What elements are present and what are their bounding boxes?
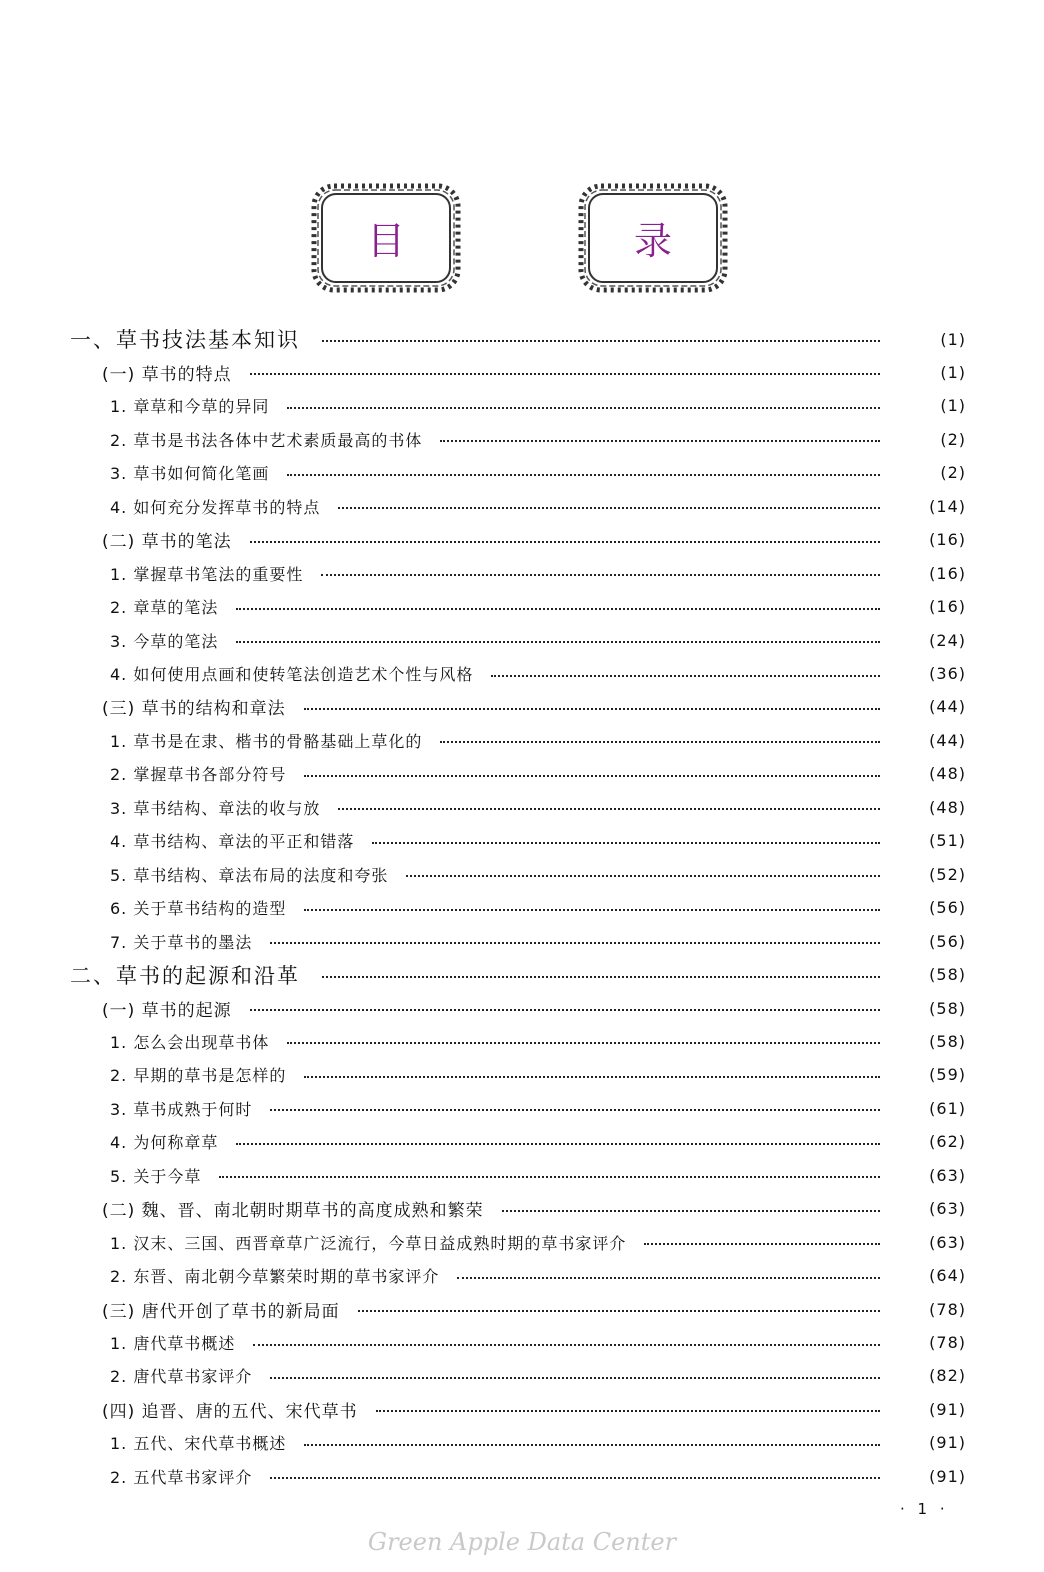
toc-page-number: (48) (929, 764, 966, 784)
toc-label: (四) 追晋、唐的五代、宋代草书 (102, 1401, 358, 1422)
toc-page-number: (61) (929, 1098, 966, 1118)
toc-page-number: (63) (929, 1232, 966, 1252)
toc-label: (一) 草书的起源 (102, 1000, 232, 1021)
toc-label: 7. 关于草书的墨法 (110, 932, 253, 952)
toc-entry[interactable] (0, 1058, 1044, 1092)
toc-entry[interactable] (0, 456, 1044, 490)
dot-leader (253, 1328, 880, 1346)
toc-label: 4. 草书结构、章法的平正和错落 (110, 832, 355, 852)
toc-label: 3. 草书如何简化笔画 (110, 464, 270, 484)
toc-page-number: (1) (940, 362, 966, 382)
toc-page-number: (52) (929, 864, 966, 884)
title-char-lu: 录 (633, 219, 672, 263)
dot-leader (287, 1026, 880, 1044)
toc-label: 4. 如何使用点画和使转笔法创造艺术个性与风格 (110, 665, 474, 684)
toc-page-number: (58) (929, 965, 966, 985)
toc-entry[interactable] (0, 1426, 1044, 1460)
toc-section[interactable] (0, 355, 1044, 389)
toc-entry[interactable] (0, 1024, 1044, 1058)
toc-page-number: (56) (929, 898, 966, 918)
toc-section[interactable] (0, 690, 1044, 724)
dot-leader (270, 926, 880, 944)
dot-leader (270, 1361, 880, 1379)
dot-leader (502, 1194, 880, 1212)
toc-page-number: (78) (929, 1299, 966, 1319)
toc-entry[interactable] (0, 790, 1044, 824)
toc-entry[interactable] (0, 1459, 1044, 1493)
toc-entry[interactable] (0, 1158, 1044, 1192)
toc-page-number: (16) (929, 597, 966, 617)
toc-label: 2. 唐代草书家评介 (110, 1367, 253, 1387)
toc-label: 1. 五代、宋代草书概述 (110, 1434, 287, 1454)
dot-leader (338, 792, 880, 810)
dot-leader (644, 1227, 880, 1245)
toc-label: 2. 掌握草书各部分符号 (110, 765, 287, 785)
toc-page-number: (2) (940, 463, 966, 483)
toc-page-number: (36) (929, 664, 966, 683)
toc-label: 2. 早期的草书是怎样的 (110, 1066, 287, 1086)
toc-label: 1. 汉末、三国、西晋章草广泛流行，今草日益成熟时期的草书家评介 (110, 1233, 627, 1253)
toc-section[interactable] (0, 1192, 1044, 1226)
toc-page-number: (51) (929, 831, 966, 851)
toc-page-number: (59) (929, 1065, 966, 1085)
toc-entry[interactable] (0, 1359, 1044, 1393)
toc-page-number: (16) (929, 530, 966, 550)
toc-label: 6. 关于草书结构的造型 (110, 899, 287, 919)
dot-leader (250, 993, 880, 1011)
toc-section[interactable] (0, 523, 1044, 557)
dot-leader (376, 1394, 880, 1412)
toc-label: 1. 章草和今草的异同 (110, 397, 270, 417)
dot-leader (358, 1294, 880, 1312)
toc-page-number: (1) (940, 396, 966, 416)
toc-page-number: (64) (929, 1266, 966, 1286)
toc-label: 2. 东晋、南北朝今草繁荣时期的草书家评介 (110, 1267, 440, 1287)
toc-chapter[interactable] (0, 322, 1044, 356)
dot-leader (250, 525, 880, 543)
toc-label: 3. 草书成熟于何时 (110, 1099, 253, 1119)
dot-leader (250, 357, 880, 375)
toc-entry[interactable] (0, 891, 1044, 925)
dot-leader (236, 625, 880, 643)
toc-page-number: (2) (940, 429, 966, 449)
toc-label: 5. 草书结构、章法布局的法度和夸张 (110, 865, 389, 885)
toc-page-number: (44) (929, 730, 966, 750)
toc-page-number: (16) (929, 563, 966, 583)
dot-leader (338, 491, 880, 509)
toc-label: 1. 唐代草书概述 (110, 1334, 236, 1353)
toc-label: 3. 草书结构、章法的收与放 (110, 798, 321, 818)
dot-leader (440, 424, 880, 442)
toc-page-number: (1) (940, 329, 966, 349)
toc-entry[interactable] (0, 1091, 1044, 1125)
dot-leader (270, 1093, 880, 1111)
toc-page-number: (91) (929, 1399, 966, 1419)
toc-section[interactable] (0, 1392, 1044, 1426)
dot-leader (236, 592, 880, 610)
dot-leader (236, 1127, 880, 1145)
dot-leader (321, 558, 880, 576)
toc-label: 2. 章草的笔法 (110, 598, 219, 618)
toc-entry[interactable] (0, 723, 1044, 757)
watermark: Green Apple Data Center (367, 1528, 677, 1556)
toc-entry[interactable] (0, 1125, 1044, 1159)
toc-entry[interactable] (0, 422, 1044, 456)
toc-label: (三) 草书的结构和章法 (102, 699, 286, 720)
toc-page-number: (58) (929, 1031, 966, 1051)
toc-page-number: (48) (929, 797, 966, 817)
dot-leader (304, 893, 880, 911)
toc-label: 1. 怎么会出现草书体 (110, 1032, 270, 1052)
dot-leader (270, 1461, 880, 1479)
toc-label: 2. 草书是书法各体中艺术素质最高的书体 (110, 430, 423, 450)
toc-page-number: (14) (929, 496, 966, 516)
toc-label: (二) 草书的笔法 (102, 532, 232, 553)
toc-page-number: (24) (929, 630, 966, 650)
toc-page-number: (56) (929, 931, 966, 951)
dot-leader (304, 692, 880, 710)
dot-leader (304, 1060, 880, 1078)
toc-entry[interactable] (0, 657, 1044, 691)
toc-entry[interactable] (0, 623, 1044, 657)
dot-leader (457, 1261, 880, 1279)
toc-entry[interactable] (0, 924, 1044, 958)
toc-page-number: (91) (929, 1433, 966, 1453)
toc-entry[interactable] (0, 389, 1044, 423)
dot-leader (322, 324, 880, 342)
toc-label: (三) 唐代开创了草书的新局面 (102, 1301, 340, 1322)
toc-label: 1. 掌握草书笔法的重要性 (110, 564, 304, 584)
toc-page-number: (82) (929, 1366, 966, 1386)
toc-page-number: (91) (929, 1466, 966, 1486)
toc-label: 1. 草书是在隶、楷书的骨骼基础上草化的 (110, 731, 423, 751)
toc-label: 4. 如何充分发挥草书的特点 (110, 497, 321, 517)
toc-page-number: (58) (929, 998, 966, 1018)
toc-label: 3. 今草的笔法 (110, 631, 219, 651)
toc-entry[interactable] (0, 1259, 1044, 1293)
toc-label: 二、草书的起源和沿革 (70, 963, 300, 988)
toc-entry[interactable] (0, 1225, 1044, 1259)
toc-page-number: (78) (929, 1333, 966, 1352)
dot-leader (219, 1160, 880, 1178)
dot-leader (491, 659, 880, 677)
toc-page-number: (44) (929, 697, 966, 717)
toc-entry[interactable] (0, 590, 1044, 624)
toc-label: 4. 为何称章草 (110, 1133, 219, 1153)
dot-leader (304, 759, 880, 777)
dot-leader (287, 391, 880, 409)
dot-leader (322, 960, 880, 978)
toc-page-number: (62) (929, 1132, 966, 1152)
toc-page-number: (63) (929, 1165, 966, 1185)
toc-label: (二) 魏、晋、南北朝时期草书的高度成熟和繁荣 (102, 1201, 484, 1222)
page-number: · 1 · (900, 1500, 949, 1518)
title-char-mu: 目 (366, 219, 405, 263)
toc-page-number: (63) (929, 1199, 966, 1219)
toc-entry[interactable] (0, 857, 1044, 891)
dot-leader (406, 859, 880, 877)
toc-entry[interactable] (0, 757, 1044, 791)
toc-entry[interactable] (0, 556, 1044, 590)
toc-entry[interactable] (0, 1326, 1044, 1360)
toc-label: 5. 关于今草 (110, 1166, 202, 1186)
toc-section[interactable] (0, 1292, 1044, 1326)
dot-leader (287, 458, 880, 476)
toc-chapter[interactable] (0, 958, 1044, 992)
toc-label: (一) 草书的特点 (102, 364, 232, 385)
toc-entry[interactable] (0, 489, 1044, 523)
toc-entry[interactable] (0, 824, 1044, 858)
toc-label: 2. 五代草书家评介 (110, 1467, 253, 1487)
toc-section[interactable] (0, 991, 1044, 1025)
dot-leader (304, 1428, 880, 1446)
dot-leader (372, 826, 880, 844)
title-frame-right (577, 182, 729, 294)
title-frame-left (310, 182, 462, 294)
dot-leader (440, 725, 880, 743)
toc-label: 一、草书技法基本知识 (70, 328, 300, 352)
